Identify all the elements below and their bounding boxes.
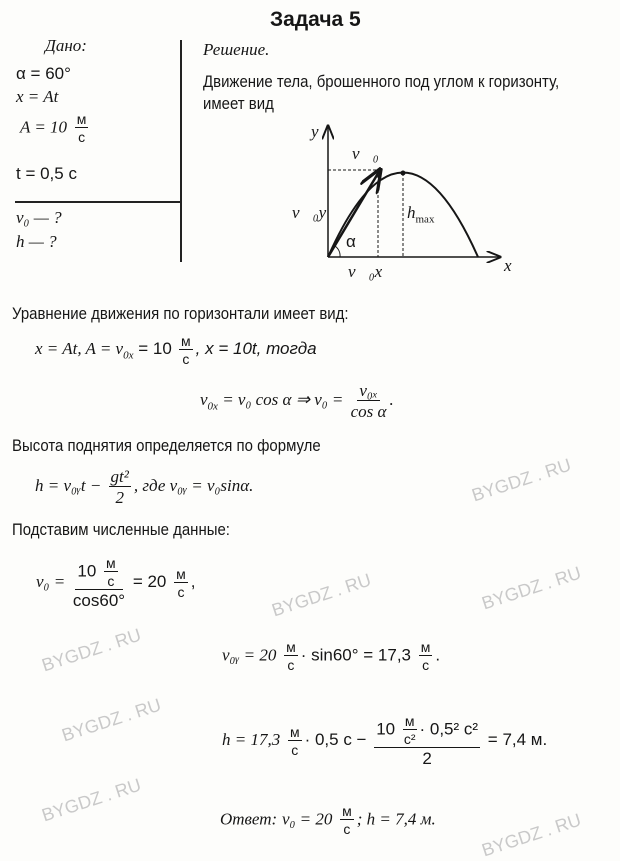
given-heading: Дано:: [45, 36, 87, 55]
watermark: BYGDZ . RU: [39, 774, 144, 826]
x-axis-label: x: [504, 256, 512, 275]
v0y-label: v⃗₀y: [292, 203, 327, 222]
angle-arc: [335, 246, 340, 257]
trajectory-diagram: [0, 0, 620, 300]
unit-den: с: [78, 129, 86, 145]
substitute-heading: Подставим численные данные:: [12, 520, 230, 539]
horizontal-heading: Уравнение движения по горизонтали имеет вид:: [12, 304, 349, 323]
watermark: BYGDZ . RU: [39, 624, 144, 676]
intro-line-2: имеет вид: [203, 94, 274, 113]
watermark: BYGDZ . RU: [479, 809, 584, 861]
watermark: BYGDZ . RU: [469, 454, 574, 506]
equation-v0: $v_{0x} = v_0$ cos α ⇒ v₀ = $\frac{\text{v₀ₓ}}{\text{cos α}}$ .: [200, 381, 394, 421]
watermark: BYGDZ . RU: [59, 694, 164, 746]
v0-label: v⃗₀: [352, 144, 379, 163]
given-alpha: α = 60°: [16, 64, 71, 83]
watermark: BYGDZ . RU: [479, 562, 584, 614]
height-heading: Высота поднятия определяется по формуле: [12, 436, 321, 455]
find-h: h — ?: [16, 232, 57, 251]
watermark: BYGDZ . RU: [269, 569, 374, 621]
equation-height: h = v₀ᵧt − $\frac{\text{gt²}}{2}$ , где v₀ᵧ = v₀sinα.: [35, 467, 254, 507]
unit-num: м: [76, 111, 87, 127]
find-v0: v₀ — ?: [16, 208, 62, 227]
given-x-equation: x = At: [16, 87, 59, 106]
y-axis-label: y: [311, 122, 319, 141]
apex-point: [401, 171, 406, 176]
answer: Ответ: v₀ = 20 $\frac{м}{с}$ ; h = 7,4 м.: [220, 803, 436, 837]
page-title: Задача 5: [270, 8, 361, 31]
alpha-label: α: [346, 232, 356, 251]
equation-v0y-numeric: v₀ᵧ = 20 $\frac{м}{с}$ · sin60° = 17,3 $\frac{м}{с}$ .: [222, 639, 441, 673]
equation-horizontal: x = At, $A = v_{0x} = 10$ $\frac{м}{с}$ , x = 10t, тогда: [35, 333, 317, 367]
solution-heading: Решение.: [203, 40, 270, 59]
intro-line-1: Движение тела, брошенного под углом к горизонту,: [203, 72, 560, 91]
hmax-label: $h_{max}$: [407, 203, 435, 226]
equation-v0-numeric: v₀ = 10 $\frac{м}{с}$ cos60° = 20 $\frac{м}{с}$ ,: [36, 555, 196, 610]
given-A-value: A = 10: [20, 117, 68, 137]
equation-h-numeric: h = 17,3 $\frac{м}{с}$ · 0,5 с − 10 $\frac{м}{\text{с²}}$ · 0,5² с² 2 = 7,4 м.: [222, 713, 548, 768]
v0x-label: v⃗₀x: [348, 262, 383, 281]
given-t: t = 0,5 с: [16, 164, 77, 183]
